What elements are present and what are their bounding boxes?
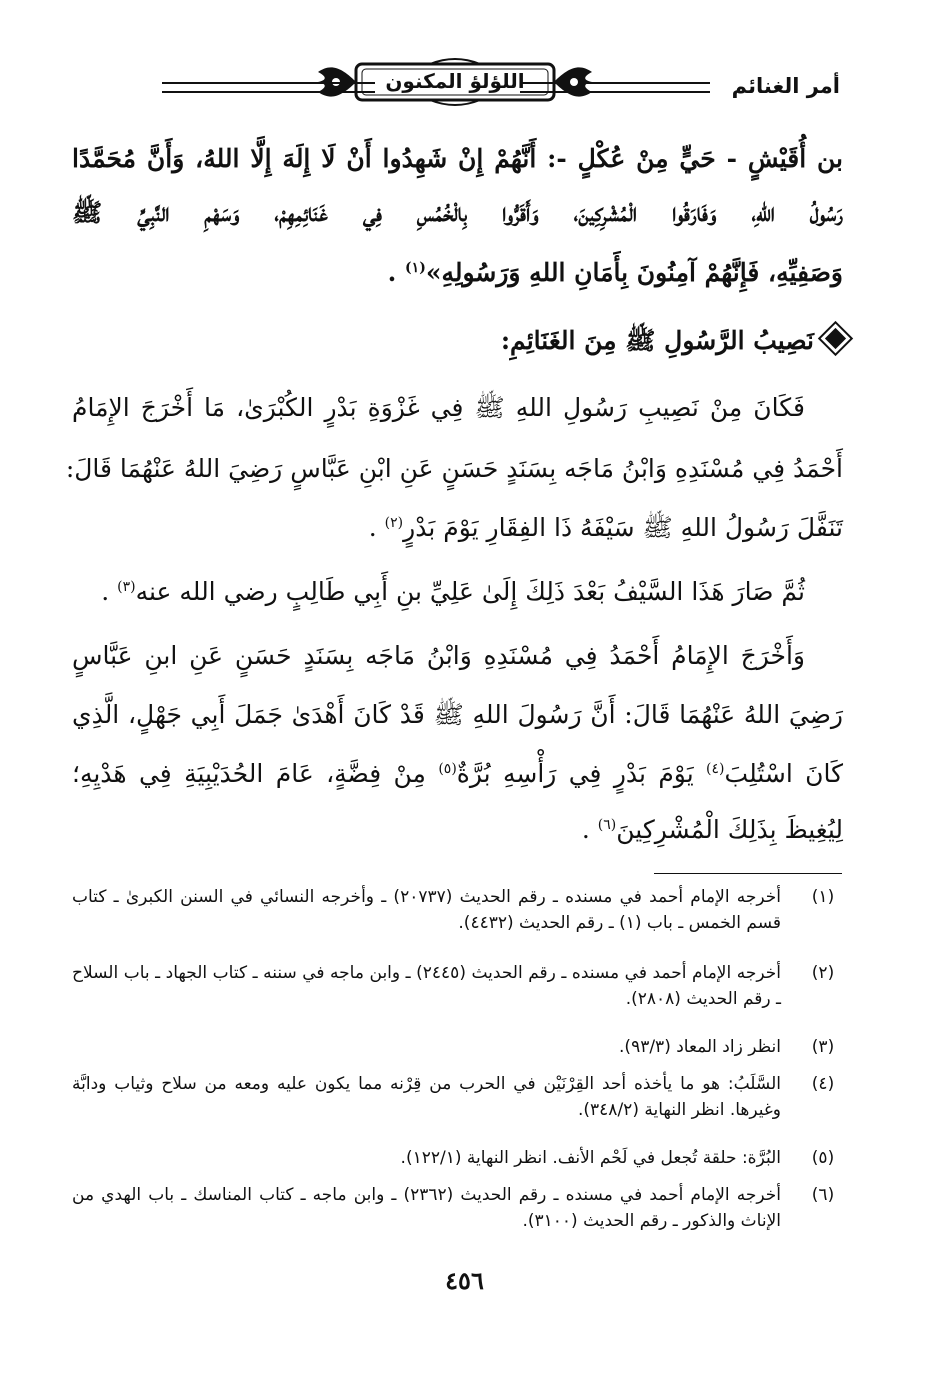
header-rule-left [162, 82, 375, 93]
body-text: وَصَفِيِّهِ، فَإِنَّهُمْ آمِنُونَ بِأَمَانِ اللهِ وَرَسُولِهِ» [425, 258, 843, 287]
footnote-number: (١) [811, 887, 835, 907]
body-line [72, 510, 843, 546]
body-line [72, 756, 843, 792]
footnote [72, 960, 843, 1012]
body-line: وَأَخْرَجَ الإِمَامُ أَحْمَدُ فِي مُسْنَدِهِ وَابْنُ مَاجَه بِسَنَدٍ حَسَنٍ عَنِ ابنِ عَبَّاسٍ [72, 641, 805, 670]
footnote-ref: (٤) [706, 761, 725, 777]
footnote-ref: (٣) [117, 579, 136, 595]
footnote-number: (٦) [811, 1185, 835, 1205]
footnote [72, 884, 843, 936]
body-text: كَانَ اسْتُلِبَ [724, 759, 844, 788]
footnote-number: (٣) [811, 1037, 835, 1057]
footnote [72, 1071, 843, 1123]
page-number: ٤٥٦ [445, 1266, 484, 1295]
footnote-separator [654, 873, 842, 874]
body-line: بن أُقَيْشٍ - حَيٍّ مِنْ عُكْلٍ -: أَنَّهُمْ إِنْ شَهِدُوا أَنْ لَا إِلَهَ إِلَّا اللهُ، وَأَنَّ مُحَمَّدًا [72, 144, 843, 173]
footnote-ref: (٦) [597, 817, 617, 833]
footnote-number: (٢) [811, 963, 835, 983]
body-line: رَضِيَ اللهُ عَنْهُمَا قَالَ: أَنَّ رَسُولَ اللهِ ﷺ قَدْ كَانَ أَهْدَىٰ جَمَلَ أَبِي جَهْلٍ، الَّذِي [72, 700, 843, 729]
section-title: أمر الغنائم [731, 74, 840, 98]
body-text: ثُمَّ صَارَ هَذَا السَّيْفُ بَعْدَ ذَلِكَ إِلَىٰ عَلِيِّ بنِ أَبِي طَالِبٍ رضي الله عنه [135, 577, 805, 606]
footnote-text: البُرَّة: حلقة تُجعل في لَحْم الأنف. انظر النهاية (١٢٢/١). [400, 1148, 781, 1168]
footnote-text: السَّلَبُ: هو ما يأخذه أحد القِرْنَيْن في الحرب من قِرْنه مما يكون عليه ومعه من سلاح وثياب ودابَّة وغيرها. انظر النهاية (٣٤٨/٢). [72, 1074, 781, 1120]
body-line [72, 574, 805, 610]
footnote-ref: (١) [405, 260, 426, 276]
footnote-number: (٤) [811, 1074, 835, 1094]
diamond-bullet-icon [825, 328, 846, 349]
body-text: مِنْ فِضَّةٍ، عَامَ الحُدَيْبِيَةِ فِي هَدْيِهِ؛ [72, 759, 439, 788]
body-text: تَنَفَّلَ رَسُولُ اللهِ ﷺ سَيْفَهُ ذَا الفِقَارِ يَوْمَ بَدْرٍ [403, 513, 843, 542]
footnote-number: (٥) [811, 1148, 835, 1168]
body-text: لِيُغِيظَ بِذَلِكَ الْمُشْرِكِينَ [616, 815, 843, 844]
body-line [72, 812, 843, 848]
body-text: . [368, 513, 385, 542]
footnote [72, 1182, 843, 1234]
body-line: أَحْمَدُ فِي مُسْنَدِهِ وَابْنُ مَاجَه بِسَنَدٍ حَسَنٍ عَنِ ابْنِ عَبَّاسٍ رَضِيَ اللهُ عَنْهُمَا قَالَ: [65, 454, 843, 483]
footnote-text: أخرجه الإمام أحمد في مسنده ـ رقم الحديث (٢٠٧٣٧) ـ وأخرجه النسائي في السنن الكبرىٰ ـ كتاب قسم الخمس ـ باب (١) ـ رقم الحديث (٤٤٣٢). [72, 887, 781, 933]
body-text: يَوْمَ بَدْرٍ فِي رَأْسِهِ بُرَّةٌ [456, 759, 707, 788]
footnote [72, 1145, 843, 1171]
body-text: . [581, 815, 598, 844]
footnote-text: أخرجه الإمام أحمد في مسنده ـ رقم الحديث (٢٣٦٢) ـ وابن ماجه ـ كتاب المناسك ـ باب الهدي من الإناث والذكور ـ رقم الحديث (٣١٠٠). [72, 1185, 781, 1231]
body-text: . [387, 258, 406, 287]
footnote [72, 1034, 843, 1060]
footnote-ref: (٢) [384, 515, 404, 531]
body-line: فَكَانَ مِنْ نَصِيبِ رَسُولِ اللهِ ﷺ فِي غَزْوَةِ بَدْرٍ الكُبْرَىٰ، مَا أَخْرَجَ الإِمَامُ [72, 393, 805, 422]
book-title: اللؤلؤ المكنون [385, 69, 525, 93]
body-text: . [101, 577, 118, 606]
body-line [72, 255, 843, 291]
page-header [72, 52, 840, 112]
section-heading [72, 323, 843, 359]
footnote-text: أخرجه الإمام أحمد في مسنده ـ رقم الحديث (٢٤٤٥) ـ وابن ماجه في سننه ـ كتاب الجهاد ـ باب السلاح ـ رقم الحديث (٢٨٠٨). [72, 963, 781, 1009]
footnote-ref: (٥) [438, 761, 457, 777]
footnote-text: انظر زاد المعاد (٩٣/٣). [619, 1037, 781, 1057]
body-line: رَسُولُ اللهِ، وَفَارَقُوا الْمُشْرِكِينَ، وَأَقَرُّوا بِالْخُمُسِ فِي غَنَائِمِهِمْ، وَسَهْمِ النَّبِيِّ ﷺ [72, 198, 843, 227]
heading-text: نَصِيبُ الرَّسُولِ ﷺ مِنَ الغَنَائِمِ: [500, 326, 814, 355]
